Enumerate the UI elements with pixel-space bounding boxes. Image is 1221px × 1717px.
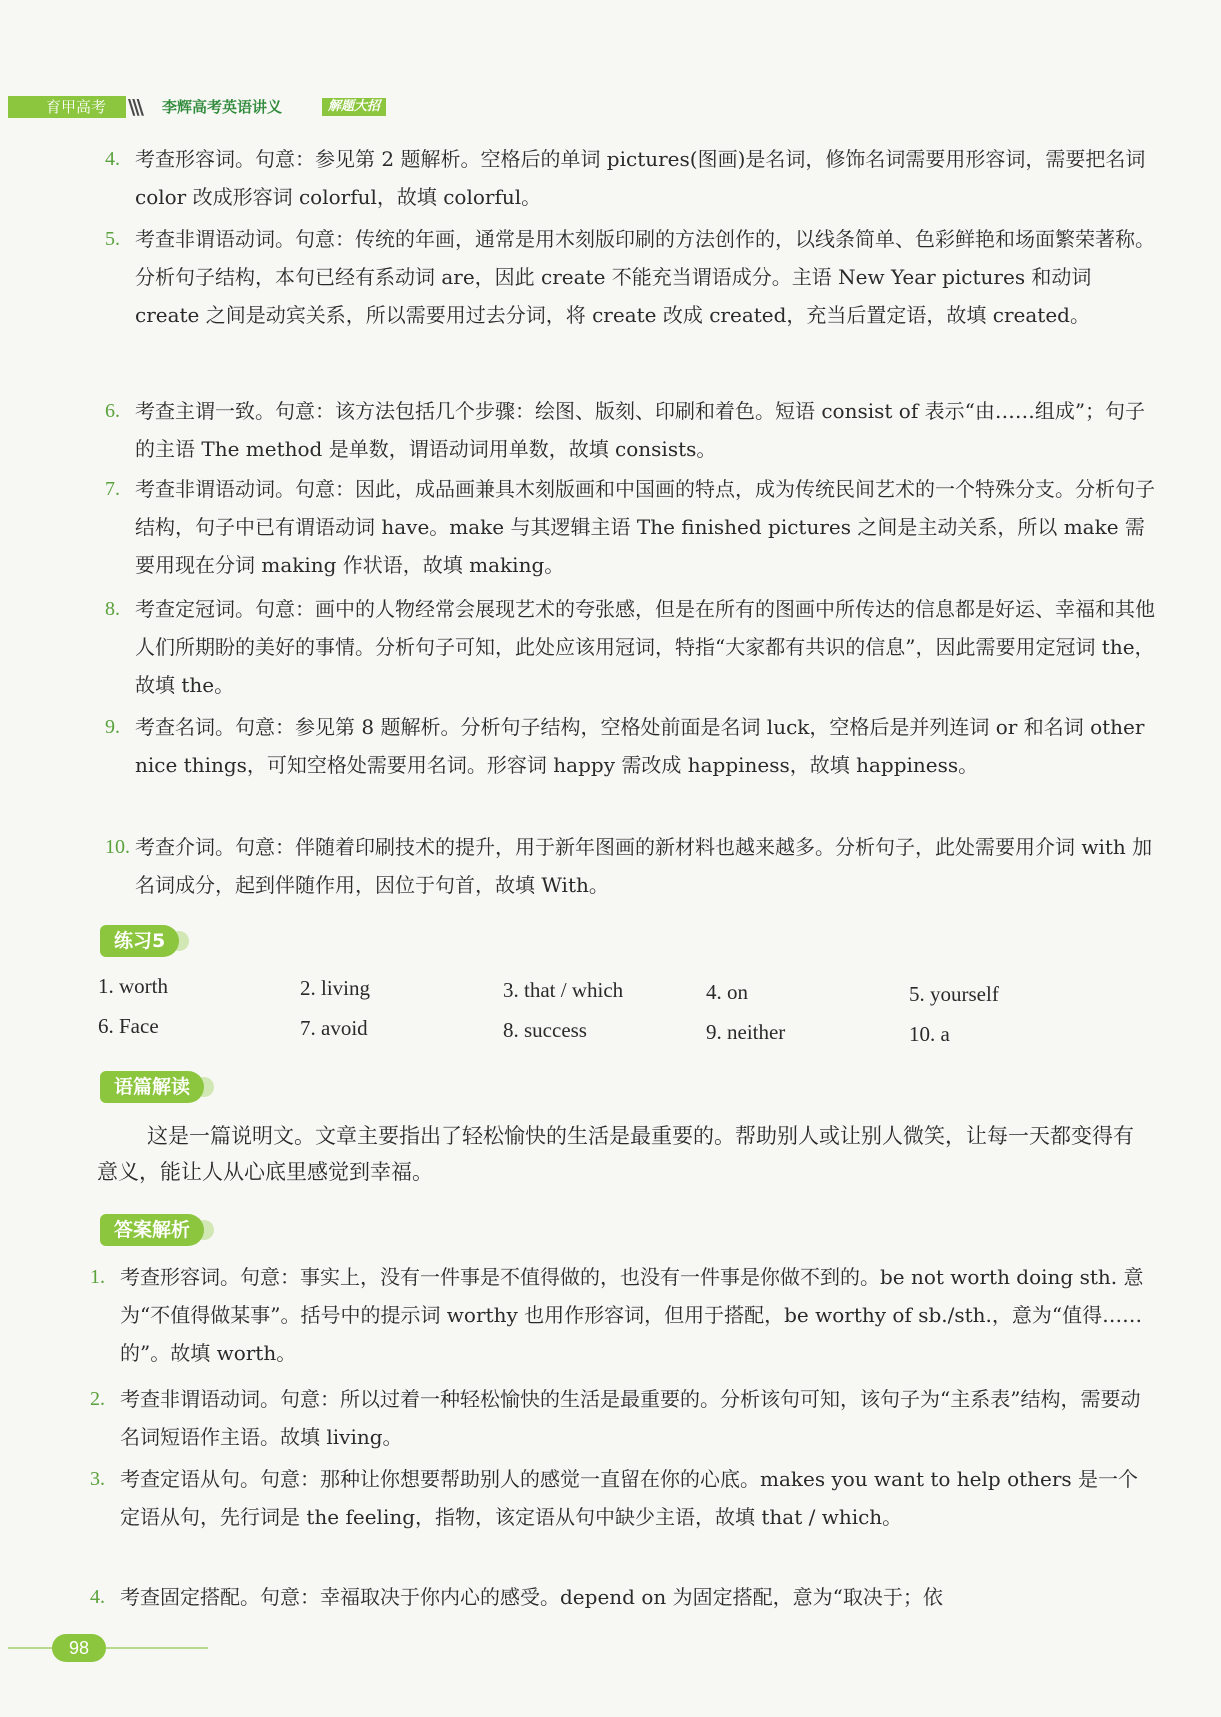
answer-item: 10. a [909,1022,950,1046]
header-book-title: 李辉高考英语讲义 [162,98,283,116]
answer-item: 8. success [503,1018,587,1042]
item-text: 考查形容词。句意：事实上，没有一件事是不值得做的，也没有一件事是你做不到的。be not worth doing sth. 意为“不值得做某事”。括号中的提示词 worthy 也用作形容词，但用于搭配，be worthy of sb./sth.，意为“值得……的”。故填 worth。 [120,1265,1144,1365]
header-tag: 解题大招 [322,98,386,116]
explanation-item [105,828,1155,904]
analysis-item [90,1578,1152,1616]
answer-item: 5. yourself [909,982,999,1006]
header-slash-icon: \\\ [128,95,141,119]
analysis-item [90,1258,1152,1372]
explanation-item [105,220,1155,334]
item-text: 考查介词。句意：伴随着印刷技术的提升，用于新年图画的新材料也越来越多。分析句子，此处需要用介词 with 加名词成分，起到伴随作用，因位于句首，故填 With。 [135,835,1153,897]
item-number: 4. [105,148,120,170]
analysis-item [90,1460,1152,1536]
answer-item: 1. worth [98,974,168,998]
reading-label: 语篇解读 [100,1071,204,1103]
item-number: 3. [90,1468,105,1490]
answer-item: 3. that / which [503,978,624,1002]
item-text: 考查非谓语动词。句意：因此，成品画兼具木刻版画和中国画的特点，成为传统民间艺术的一个特殊分支。分析句子结构，句子中已有谓语动词 have。make 与其逻辑主语 The finished pictures 之间是主动关系，所以 make 需要用现在分词 making 作状语，故填 making。 [135,477,1155,577]
running-header [8,96,388,118]
item-text: 考查形容词。句意：参见第 2 题解析。空格后的单词 pictures(图画)是名词，修饰名词需要用形容词，需要把名词 color 改成形容词 colorful，故填 colorful。 [135,147,1146,209]
explanation-item [105,708,1155,784]
reading-text: 这是一篇说明文。文章主要指出了轻松愉快的生活是最重要的。帮助别人或让别人微笑，让每一天都变得有意义，能让人从心底里感觉到幸福。 [97,1124,1134,1184]
answer-item: 6. Face [98,1014,159,1038]
page-number: 98 [52,1634,106,1662]
answer-item: 2. living [300,976,371,1000]
item-text: 考查定冠词。句意：画中的人物经常会展现艺术的夸张感，但是在所有的图画中所传达的信息都是好运、幸福和其他人们所期盼的美好的事情。分析句子可知，此处应该用冠词，特指“大家都有共识的信息”，因此需要用定冠词 the，故填 the。 [135,597,1155,697]
explanation-item [105,392,1155,468]
analysis-item [90,1380,1152,1456]
exercise-label: 练习5 [100,925,179,957]
item-number: 8. [105,598,120,620]
item-text: 考查非谓语动词。句意：传统的年画，通常是用木刻版印刷的方法创作的，以线条简单、色彩鲜艳和场面繁荣著称。分析句子结构，本句已经有系动词 are，因此 create 不能充当谓语成分。主语 New Year pictures 和动词 create 之间是动宾关系，所以需要用过去分词，将 create 改成 created，充当后置定语，故填 created。 [135,227,1155,327]
item-number: 9. [105,716,120,738]
item-number: 10. [105,836,130,858]
footer-rule [8,1647,208,1649]
item-text: 考查定语从句。句意：那种让你想要帮助别人的感觉一直留在你的心底。makes you want to help others 是一个定语从句，先行词是 the feeling，指物，该定语从句中缺少主语，故填 that / which。 [120,1467,1139,1529]
item-number: 6. [105,400,120,422]
item-text: 考查名词。句意：参见第 8 题解析。分析句子结构，空格处前面是名词 luck，空格后是并列连词 or 和名词 other nice things，可知空格处需要用名词。形容词 happy 需改成 happiness，故填 happiness。 [135,715,1145,777]
answer-item: 7. avoid [300,1016,368,1040]
header-series: 育甲高考 [8,96,126,118]
page-footer [8,1634,208,1664]
item-text: 考查主谓一致。句意：该方法包括几个步骤：绘图、版刻、印刷和着色。短语 consist of 表示“由……组成”；句子的主语 The method 是单数，谓语动词用单数，故填 consists。 [135,399,1146,461]
item-number: 2. [90,1388,105,1410]
item-text: 考查固定搭配。句意：幸福取决于你内心的感受。depend on 为固定搭配，意为“取决于；依 [120,1585,943,1609]
explanation-item [105,140,1155,216]
answer-item: 9. neither [706,1020,786,1044]
item-number: 7. [105,478,120,500]
analysis-label: 答案解析 [100,1214,204,1246]
item-number: 4. [90,1586,105,1608]
item-number: 5. [105,228,120,250]
answer-item: 4. on [706,980,748,1004]
item-number: 1. [90,1266,105,1288]
explanation-item [105,590,1155,704]
item-text: 考查非谓语动词。句意：所以过着一种轻松愉快的生活是最重要的。分析该句可知，该句子为“主系表”结构，需要动名词短语作主语。故填 living。 [120,1387,1141,1449]
explanation-item [105,470,1155,584]
